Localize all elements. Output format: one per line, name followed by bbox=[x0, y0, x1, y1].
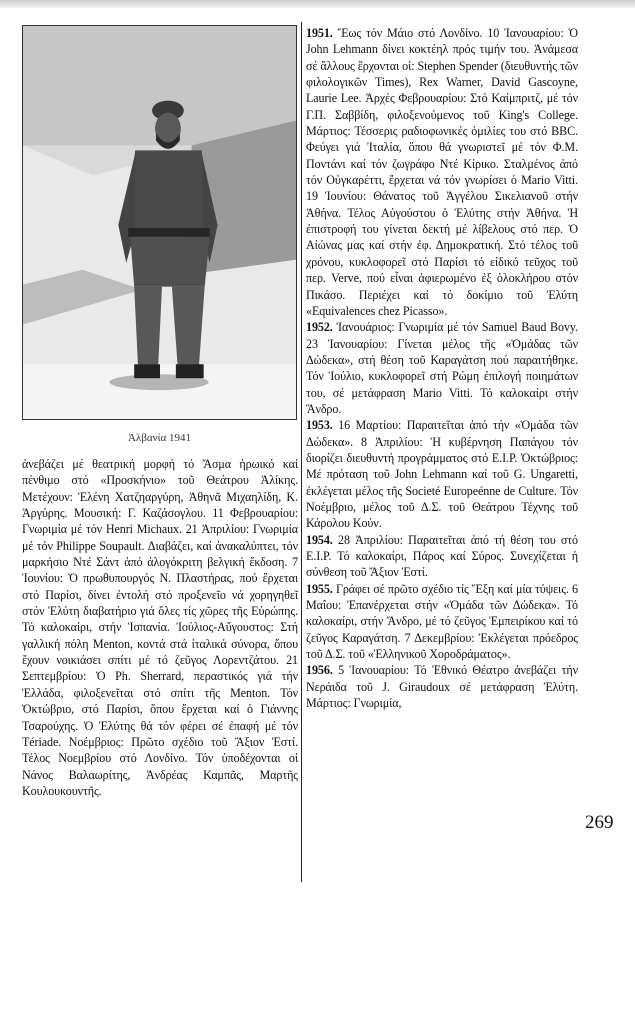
scan-top-edge bbox=[0, 0, 635, 8]
photo-caption: Ἀλβανία 1941 bbox=[127, 432, 192, 444]
entry-1956 bbox=[306, 662, 578, 711]
entry-1953 bbox=[306, 417, 578, 531]
entry-text: Ἰανουάριος: Γνωριμία μέ τόν Samuel Baud Bovy. 23 Ἰανουαρίου: Γίνεται μέλος τῆς «Ὁμάδας τῶν Δώδεκα», στή θέση τοῦ Καραγάτση πού παραιτήθηκε. Τόν Ἰούλιο, κυκλοφορεῖ στή Ρώμη ἐπιλογή ποιημάτων του, σέ μετάφραση Mario Vitti. Τό καλοκαίρι στήν Ἄνδρο. bbox=[306, 320, 578, 416]
entry-1955 bbox=[306, 581, 578, 663]
entry-1954 bbox=[306, 532, 578, 581]
entry-text: 16 Μαρτίου: Παραιτεῖται ἀπό τήν «Ὁμάδα τῶν Δώδεκα». 8 Ἀπριλίου: Ἡ κυβέρνηση Παπάγου τόν διορίζει διευθυντή προγράμματος στό Ε.Ι.Ρ. Ὀκτώβριος: Μέ πρόταση τοῦ John Lehmann καί τοῦ G. Ungaretti, ἐκλέγεται μέλος τῆς Societé Europeénne de Culture. Τόν Νοέμβριο, μέλος τοῦ Δ.Σ. τοῦ Θεάτρου Τέχνης τοῦ Κάρολου Κούν. bbox=[306, 418, 578, 531]
column-divider bbox=[301, 22, 302, 882]
entry-text: Γράφει σέ πρῶτο σχέδιο τίς Ἕξη καί μία τύψεις. 6 Μαΐου: Ἐπανέρχεται στήν «Ὁμάδα τῶν Δώδεκα». Τό καλοκαίρι, στήν Ἄνδρο, μέ τό ζεῦγος Ἐμπειρίκου καί τό ζεῦγος Καραγάτση. 7 Δεκεμβρίου: Ἐκλέγεται πρόεδρος τοῦ Δ.Σ. τοῦ «Ἑλληνικοῦ Χοροδράματος». bbox=[306, 581, 578, 662]
entry-year: 1951. bbox=[306, 26, 333, 40]
photo-image bbox=[23, 26, 296, 419]
left-column bbox=[22, 456, 298, 799]
entry-1951 bbox=[306, 25, 578, 319]
entry-year: 1953. bbox=[306, 418, 333, 433]
entry-year: 1955. bbox=[306, 581, 333, 596]
entry-year: 1956. bbox=[306, 663, 333, 678]
page-number: 269 bbox=[585, 812, 614, 833]
entry-1952 bbox=[306, 319, 578, 417]
entry-text: 5 Ἰανουαρίου: Τό Ἐθνικό Θέατρο ἀνεβάζει τήν Νεράιδα τοῦ J. Giraudoux σέ μετάφραση Ἐλύτη. Μάρτιος: Γνωριμία, bbox=[306, 663, 578, 711]
photograph-soldier bbox=[22, 25, 297, 420]
entry-year: 1952. bbox=[306, 320, 333, 335]
right-column bbox=[306, 25, 578, 711]
entry-text: Ἕως τόν Μάιο στό Λονδίνο. 10 Ἰανουαρίου: Ὁ John Lehmann δίνει κοκτέηλ πρός τιμήν του. Ἀνάμεσα σέ ἄλλους ἔρχονται οἱ: Stephen Spender (διευθυντής τῶν φιλολογικῶν Times), Rex Warner, David Gascoyne, Laurie Lee. Ἀρχές Φεβρουαρίου: Στό Καίμπριτζ, μέ τόν Γ.Π. Σαββίδη, φιλοξενούμενος τοῦ King's College. Μάρτιος: Τέσσερις ραδιοφωνικές ὁμιλίες του στό BBC. Φεύγει γιά Ἰταλία, ὅπου θά γνωριστεῖ μέ τόν Φ.Μ. Ποντάνι καί τόν ζωγράφο Ντέ Κίρικο. Σταλμένος ἀπό τόν Οὐγκαρέττι, ἔρχεται νά τόν γνωρίσει ὁ Mario Vitti. 19 Ἰουνίου: Θάνατος τοῦ Ἀγγέλου Σικελιανοῦ στήν Ἀθήνα. Τέλος Αὐγούστου ὁ Ἐλύτης στήν Ἀθήνα. Ἡ ἐπιστροφή του γίνεται δεκτή μέ λίβελους στό περ. Ὁ Αἰώνας μας καί στήν ἐφ. Δημοκρατική. Στό τέλος τοῦ χρόνου, κυκλοφορεῖ στό Παρίσι τό εἰδικό τεῦχος τοῦ περ. Verve, πού εἶναι ἀφιερωμένο ἐξ ὁλοκλήρου στόν Πικάσο. Περιέχει καί τό δοκίμιο τοῦ Ἐλύτη «Equivalences chez Picasso». bbox=[306, 26, 578, 318]
entry-year: 1954. bbox=[306, 532, 333, 547]
entry-text: 28 Ἀπριλίου: Παραιτεῖται ἀπό τή θέση του στό Ε.Ι.Ρ. Τό καλοκαίρι, Πάρος καί Σύρος. Συνεχίζεται ἡ σύνθεση τοῦ Ἄξιον Ἐστί. bbox=[306, 532, 578, 580]
left-column-text: ἀνεβάζει μέ θεατρική μορφή τό Ἄσμα ἡρωικό καί πένθιμο στό «Προσκήνιο» τοῦ Θεάτρου Ἀλίκης. Μετέχουν: Ἑλένη Χατζηαργύρη, Ἀθηνᾶ Μιχαηλίδη, Κ. Ἀργύρης. Μουσική: Γ. Καζάσογλου. 11 Φεβρουαρίου: Γνωριμία μέ τόν Henri Michaux. 21 Ἀπριλίου: Γνωριμία μέ τόν Philippe Soupault. Διαβάζει, καί ἀνακαλύπτει, τόν μαρκήσιο Ντέ Σάντ ἀπό ἀλογόκριτη βελγική ἔκδοση. 7 Ἰουνίου: Ὁ πρωθυπουργός Ν. Πλαστήρας, πού ἔρχεται στό Παρίσι, δίνει ἐντολή στό προξενεῖο νά χορηγηθεῖ στόν Ἐλύτη διαβατήριο γιά ὅλες τίς χῶρες τῆς Εὐρώπης. Τό καλοκαίρι, στήν Ἱσπανία. Ἰούλιος-Αὔγουστος: Στή γαλλική πόλη Menton, κοντά στά ἰταλικά σύνορα, ὅπου ἔχουν νοικιάσει σπίτι μέ τό ζεῦγος Λορεντζάτου. 21 Σεπτεμβρίου: Ὁ Ph. Sherrard, περαστικός γιά τήν Ἑλλάδα, φιλοξενεῖται στό σπίτι τῆς Menton. Τόν Ὀκτώβριο, στό Παρίσι, ὅπου ἔρχεται καί ὁ Γιάννης Τσαρούχης. Ὁ Ἐλύτης θά τόν φέρει σέ ἐπαφή μέ τόν Tériade. Νοέμβριος: Πρῶτο σχέδιο τοῦ Ἄξιον Ἐστί. Τέλος Νοεμβρίου στό Λονδίνο. Τόν ὑποδέχονται οἱ Νάνος Βαλαωρίτης, Ἀνδρέας Καμπᾶς, Μαρτῆς Κουλουκουντῆς. bbox=[22, 457, 298, 798]
